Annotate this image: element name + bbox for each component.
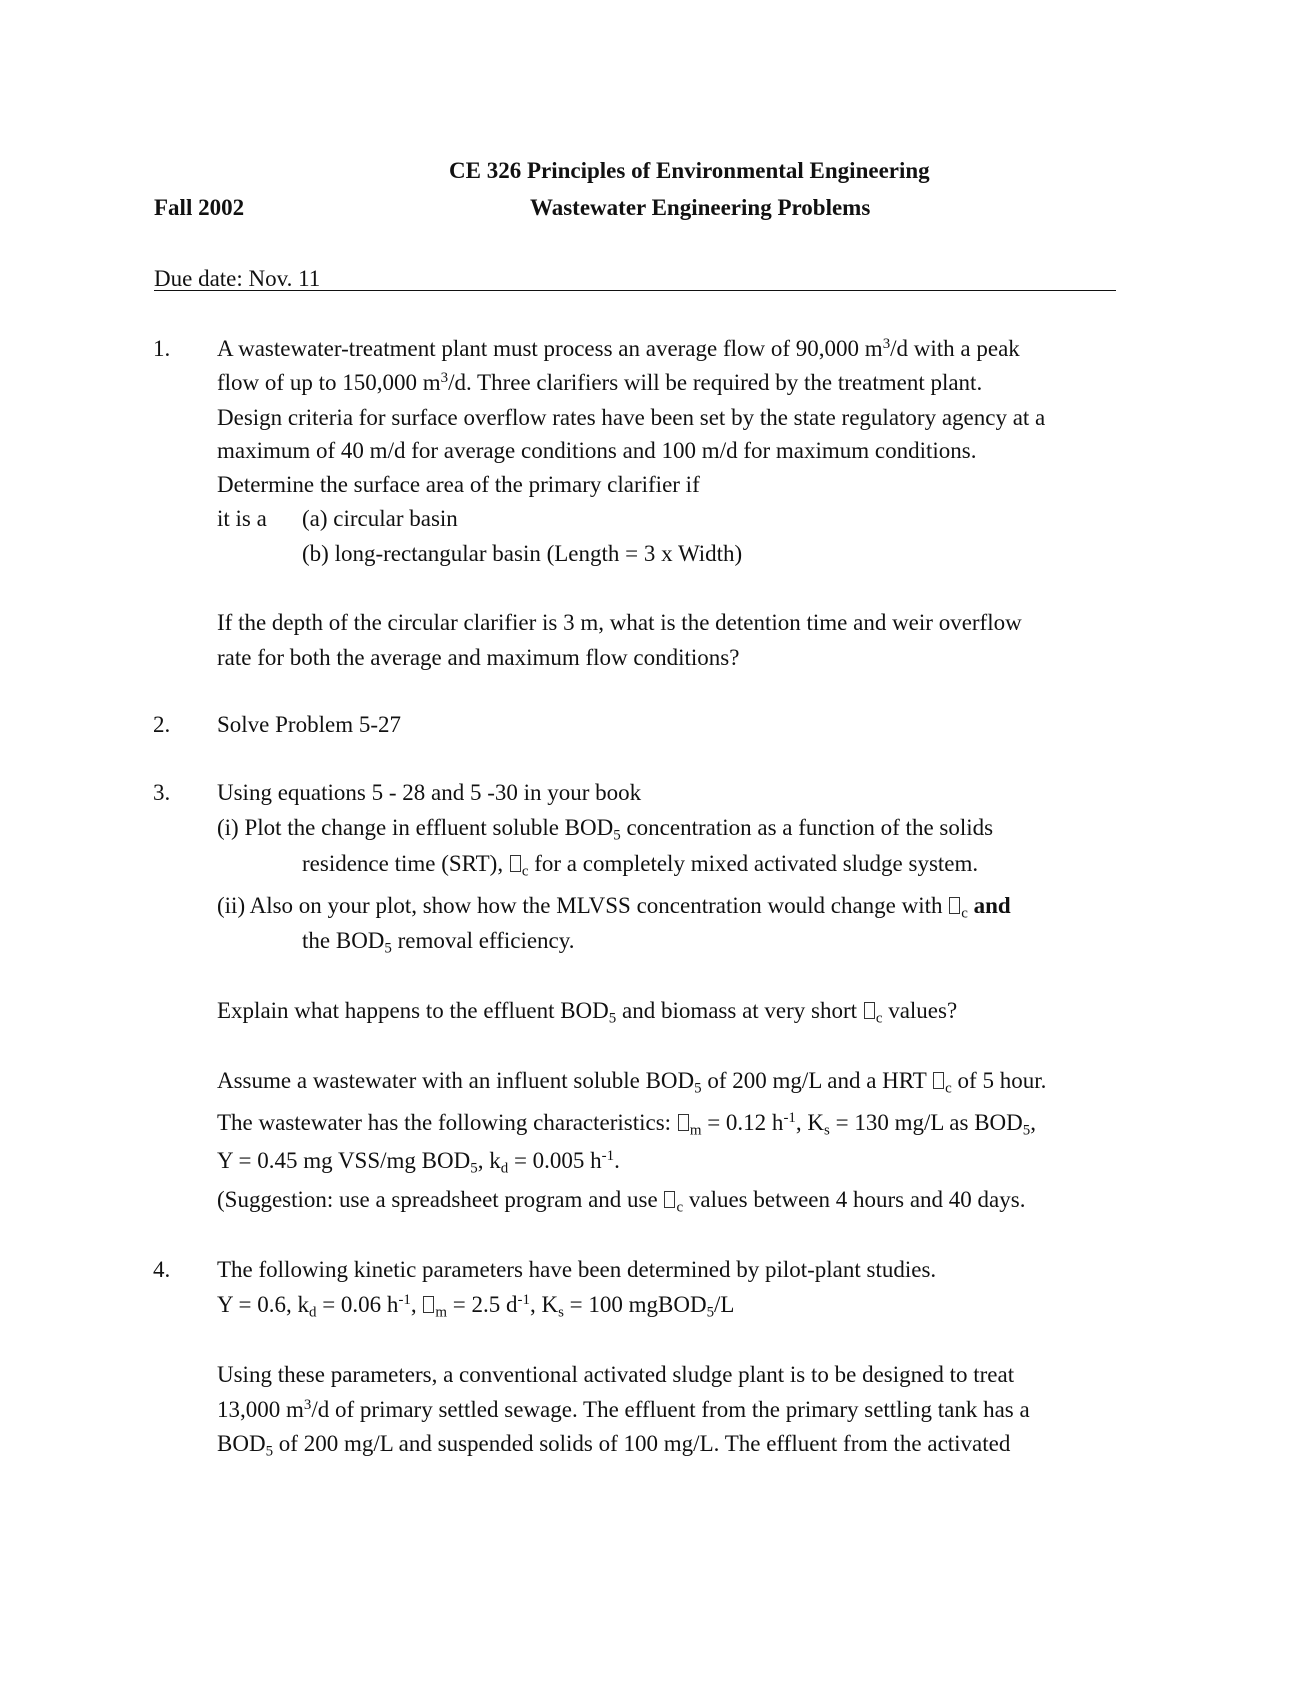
problem-4-line: The following kinetic parameters have been determined by pilot-plant studies. xyxy=(217,1257,937,1282)
problem-4-line: Using these parameters, a conventional activated sludge plant is to be designed to treat xyxy=(217,1362,1015,1387)
problem-3-line: Y = 0.45 mg VSS/mg $BOD_5$, $k_d = 0.005$ $h^{-1}$. xyxy=(217,1147,620,1177)
course-title: CE 326 Principles of Environmental Engineering xyxy=(449,158,930,183)
problem-1-number: 1. xyxy=(153,336,171,361)
problem-2-number: 2. xyxy=(153,712,171,737)
missing-glyph-icon xyxy=(949,897,960,914)
missing-glyph-icon xyxy=(423,1296,434,1313)
problem-1-option-a: (a) circular basin xyxy=(302,506,458,531)
problem-1-option-b: (b) long-rectangular basin (Length = 3 x Width) xyxy=(302,541,743,566)
problem-3-line: residence time (SRT), $_c$ for a completely mixed activated sludge system. xyxy=(302,851,979,880)
problem-1-line: Determine the surface area of the primary clarifier if xyxy=(217,472,700,497)
missing-glyph-icon xyxy=(664,1191,675,1208)
problem-1-line: Design criteria for surface overflow rates have been set by the state regulatory agency at a xyxy=(217,405,1046,430)
problem-4-line: 13,000 $m^3/d$ of primary settled sewage. The effluent from the primary settling tank has a xyxy=(217,1396,1030,1422)
page-subtitle: Wastewater Engineering Problems xyxy=(530,195,871,220)
term-label: Fall 2002 xyxy=(154,195,245,220)
due-date: Due date: Nov. 11 xyxy=(154,266,321,291)
problem-3-line: The wastewater has the following characteristics: $_m$ = 0.12 $h^{-1}$, $K_s = 130$ mg/L as $BOD_5$, xyxy=(217,1109,1036,1139)
problem-4-line: $BOD_5$ of 200 mg/L and suspended solids of 100 mg/L. The effluent from the activated xyxy=(217,1431,1011,1460)
problem-2-text: Solve Problem 5-27 xyxy=(217,712,401,737)
problem-3-line: Using equations 5 - 28 and 5 -30 in your book xyxy=(217,780,642,805)
problem-4-line: Y = 0.6, $k_d = 0.06$ $h^{-1}$, $_m$ = 2.5 $d^{-1}$, $K_s = 100$ mgBOD$_5$/L xyxy=(217,1291,735,1321)
missing-glyph-icon xyxy=(510,855,521,872)
problem-1-line: A wastewater-treatment plant must process an average flow of 90,000 $m^3/d$ with a peak xyxy=(217,335,1020,361)
missing-glyph-icon xyxy=(933,1072,944,1089)
problem-4-number: 4. xyxy=(153,1257,171,1282)
problem-3-number: 3. xyxy=(153,780,171,805)
header-rule xyxy=(154,290,1116,291)
problem-1-line: flow of up to 150,000 $m^3/d$. Three clarifiers will be required by the treatment plant. xyxy=(217,369,983,395)
problem-3-line: Assume a wastewater with an influent soluble $BOD_5$ of 200 mg/L and a HRT $_c$ of 5 hour. xyxy=(217,1068,1047,1097)
problem-3-line: the $BOD_5$ removal efficiency. xyxy=(302,928,575,957)
problem-3-line: Explain what happens to the effluent $BOD_5$ and biomass at very short $_c$ values? xyxy=(217,998,958,1027)
problem-1-line: maximum of 40 m/d for average conditions and 100 m/d for maximum conditions. xyxy=(217,438,977,463)
problem-1-line: rate for both the average and maximum flow conditions? xyxy=(217,645,740,670)
missing-glyph-icon xyxy=(864,1002,875,1019)
problem-3-line: (i) Plot the change in effluent soluble $BOD_5$ concentration as a function of the solids xyxy=(217,815,994,844)
missing-glyph-icon xyxy=(678,1114,689,1131)
problem-1-line: it is a xyxy=(217,506,267,531)
problem-3-line: (Suggestion: use a spreadsheet program and use $_c$ values between 4 hours and 40 days. xyxy=(217,1187,1026,1216)
problem-3-line: (ii) Also on your plot, show how the MLVSS concentration would change with $_c$ and xyxy=(217,893,1011,922)
problem-1-line: If the depth of the circular clarifier is 3 m, what is the detention time and weir overflow xyxy=(217,610,1022,635)
